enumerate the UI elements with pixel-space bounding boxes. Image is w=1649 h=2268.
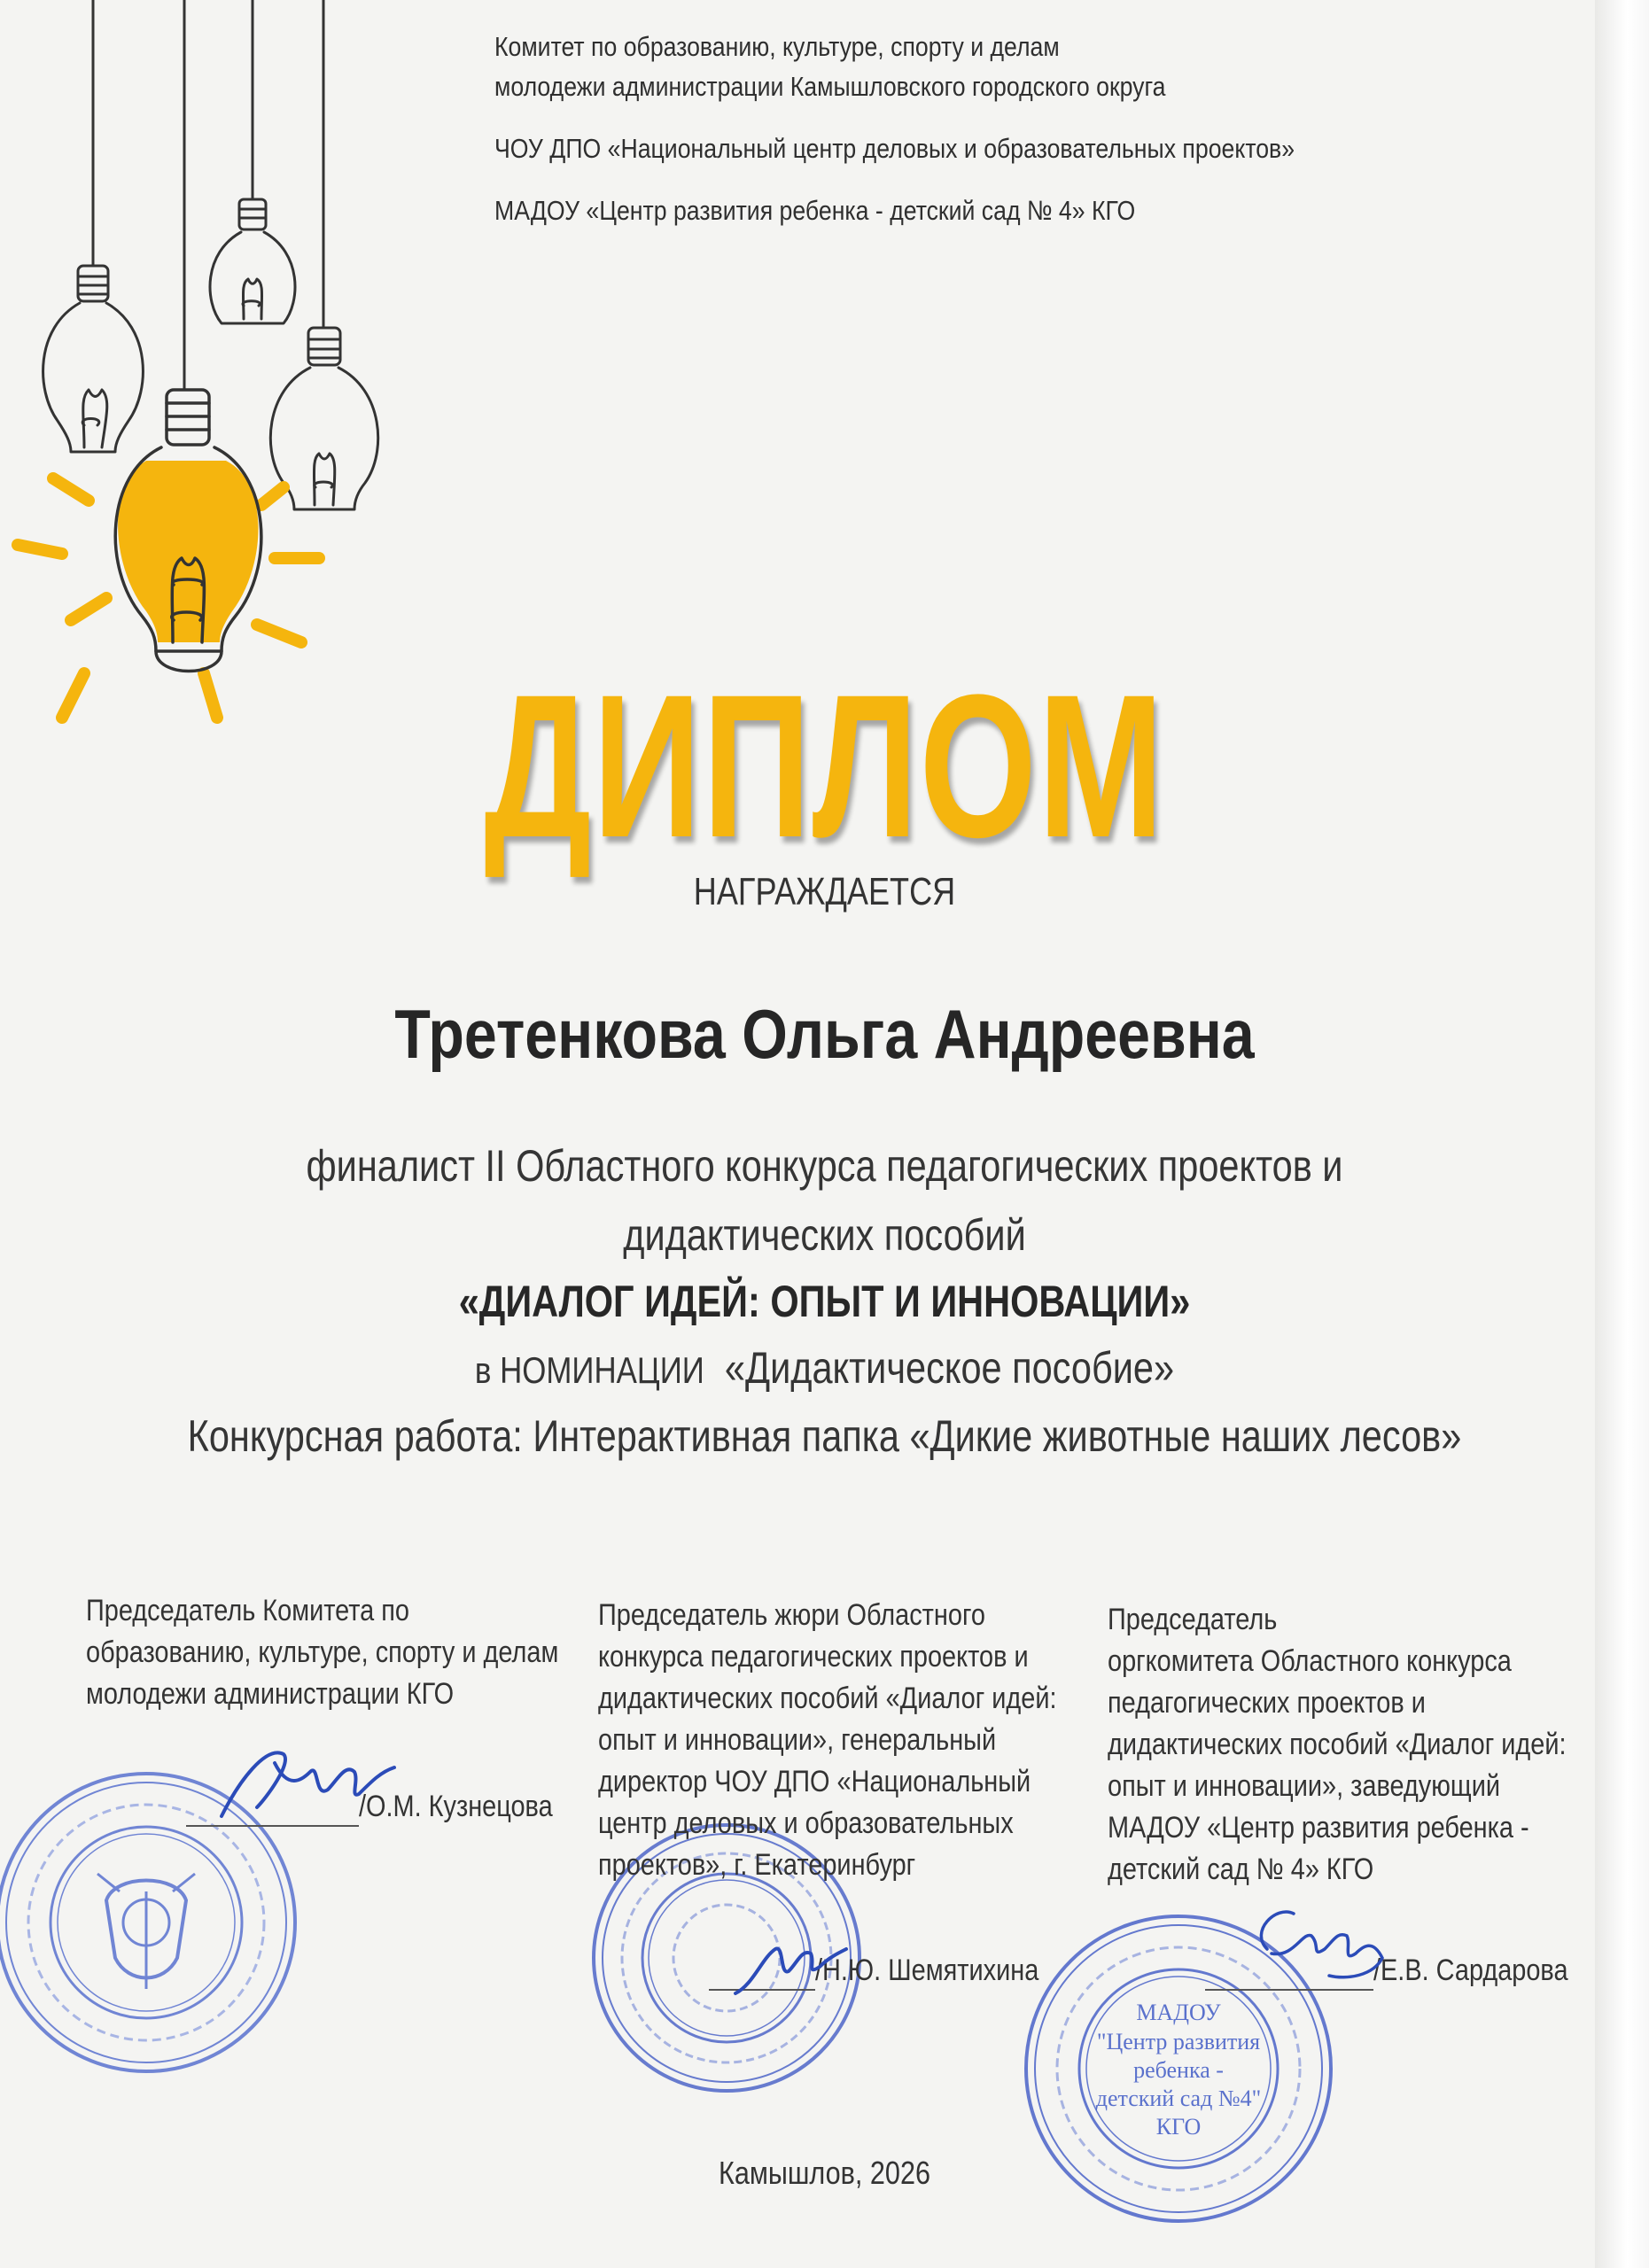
signatory-2-line-7: проектов», г. Екатеринбург [598,1848,916,1882]
awarded-label: НАГРАЖДАЕТСЯ [693,870,956,913]
nomination-value: «Дидактическое пособие» [724,1343,1175,1393]
handwritten-signature-2 [727,1922,851,2002]
signatory-3-line-4: дидактических пособий «Диалог идей: [1108,1728,1567,1761]
handwritten-signature-3 [1241,1896,1391,1993]
signatory-2-line-2: конкурса педагогических проектов и [598,1640,1029,1674]
signatory-2-name: /Н.Ю. Шемятихина [815,1953,1039,1987]
diploma-title: ДИПЛОМ [484,652,1165,880]
stamp-3-line-5: КГО [1155,2114,1202,2140]
nomination-prefix: в НОМИНАЦИИ [474,1349,704,1391]
org-line-1: Комитет по образованию, культуре, спорту и делам [494,31,1060,62]
signatory-1-name: /О.М. Кузнецова [359,1790,553,1823]
bulb-top-icon [210,199,295,323]
signatory-2-line-1: Председатель жюри Областного [598,1598,985,1632]
org-line-3: ЧОУ ДПО «Национальный центр деловых и образовательных проектов» [494,133,1295,164]
signatory-3-line-5: опыт и инновации», заведующий [1108,1769,1500,1803]
signatory-3-line-7: детский сад № 4» КГО [1108,1852,1374,1886]
signatory-2-line-6: центр деловых и образовательных [598,1806,1014,1840]
nomination-line [140,1342,1509,1394]
signatory-3-line-2: оргкомитета Областного конкурса [1108,1644,1512,1678]
stamp-3-line-4: детский сад №4" [1095,2085,1262,2111]
handwritten-signature-1 [204,1728,399,1843]
signatory-3-line-6: МАДОУ «Центр развития ребенка - [1108,1811,1529,1845]
description-line-2: дидактических пособий [623,1210,1026,1260]
contest-name: «ДИАЛОГ ИДЕЙ: ОПЫТ И ИННОВАЦИИ» [458,1277,1191,1326]
stamp-3-line-1: МАДОУ [1136,2000,1221,2025]
signatory-3-name: /Е.В. Сардарова [1373,1953,1568,1987]
signatory-2-line-5: директор ЧОУ ДПО «Национальный [598,1765,1031,1798]
description-line-1: финалист II Областного конкурса педагогических проектов и [306,1141,1343,1191]
signatory-3-line-3: педагогических проектов и [1108,1686,1426,1720]
light-bulbs-illustration [0,0,408,753]
signatory-1-line-1: Председатель Комитета по [86,1594,409,1627]
work-title: Конкурсная работа: Интерактивная папка «Дикие животные наших лесов» [187,1411,1462,1461]
recipient-name: Третенкова Ольга Андреевна [394,995,1255,1073]
signatory-2-line-4: опыт и инновации», генеральный [598,1723,997,1757]
signatory-2-line-3: дидактических пособий «Диалог идей: [598,1682,1057,1715]
signatory-1-line-2: образованию, культуре, спорту и делам [86,1635,559,1669]
org-line-2: молодежи администрации Камышловского городского округа [494,71,1166,102]
signatory-3-line-1: Председатель [1108,1603,1278,1636]
org-line-4: МАДОУ «Центр развития ребенка - детский сад № 4» КГО [494,195,1136,226]
bulb-left-icon [43,266,144,452]
signatory-1-line-3: молодежи администрации КГО [86,1677,455,1711]
footer-city-year: Камышлов, 2026 [719,2155,930,2191]
stamp-3-line-3: ребенка - [1133,2057,1224,2083]
stamp-3-line-2: "Центр развития [1096,2029,1261,2054]
paper-edge [1595,0,1649,2268]
